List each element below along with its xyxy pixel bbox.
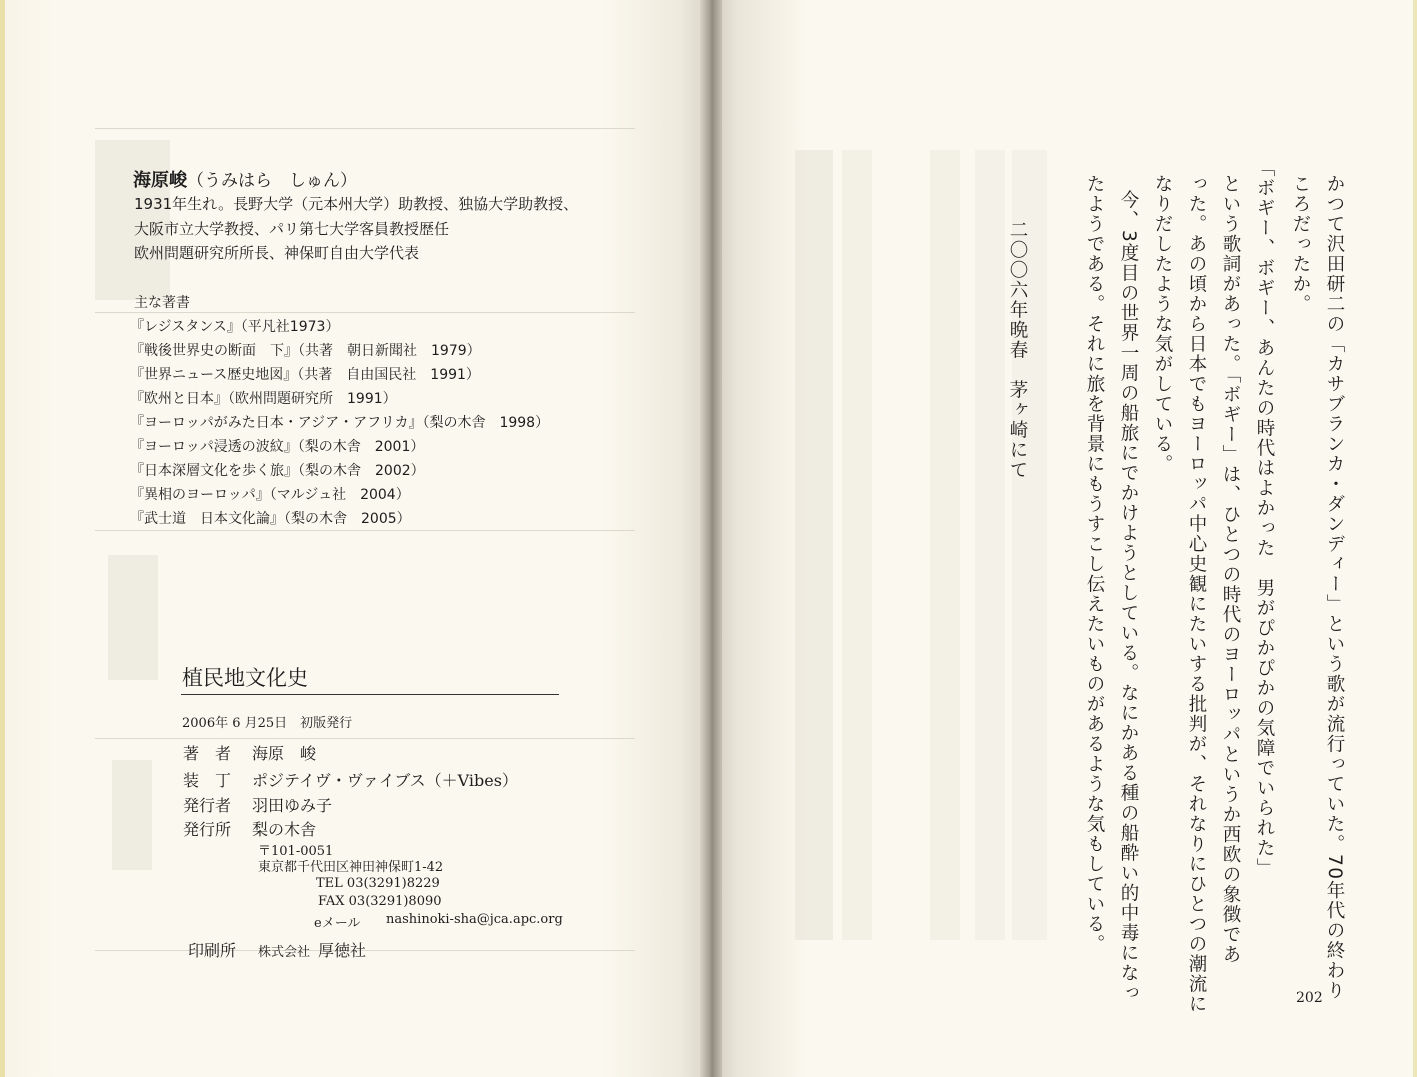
showthrough-rule — [95, 128, 635, 129]
author-bio-line: 欧州問題研究所所長、神保町自由大学代表 — [134, 244, 420, 262]
design-value: ポジテイヴ・ヴァイブス（＋Vibes） — [252, 771, 518, 790]
book-gutter — [700, 0, 722, 1077]
house-label: 発行所 — [183, 820, 232, 839]
work-item: 『世界ニュース歴史地図』（共著 自由国民社 1991） — [130, 367, 480, 383]
printer-prefix: 株式会社 — [258, 945, 311, 960]
address: 東京都千代田区神田神保町1-42 — [258, 860, 444, 875]
printer-label: 印刷所 — [188, 941, 237, 960]
work-item: 『戦後世界史の断面 下』（共著 朝日新聞社 1979） — [130, 343, 481, 359]
house-value: 梨の木舎 — [252, 820, 317, 839]
essay-column: 今、3度目の世界一周の船旅にでかけようとしている。なにかある種の船酔い的中毒になっ — [1118, 190, 1139, 1004]
email-label: eメール — [314, 916, 361, 931]
author-reading: （うみはら しゅん） — [187, 171, 357, 191]
work-item: 『欧州と日本』（欧州問題研究所 1991） — [130, 391, 397, 407]
right-page-edge — [1413, 0, 1417, 1077]
essay-column: かつて沢田研二の「カサブランカ・ダンディー」という歌が流行っていた。70年代の終わり — [1324, 174, 1345, 1001]
showthrough-column — [842, 150, 872, 940]
work-item: 『日本深層文化を歩く旅』（梨の木舎 2002） — [130, 463, 425, 479]
author-name: 海原峻 — [133, 170, 187, 191]
essay-column: ころだったか。 — [1290, 174, 1311, 314]
author-heading — [133, 166, 357, 192]
work-item: 『レジスタンス』（平凡社1973） — [130, 319, 340, 335]
showthrough-block — [112, 760, 152, 870]
email-address: nashinoki-sha@jca.apc.org — [386, 912, 563, 927]
essay-signoff: 二〇〇六年晩春 茅ヶ崎にて — [1007, 220, 1028, 480]
left-page-edge — [0, 0, 5, 1077]
showthrough-rule — [95, 738, 635, 739]
showthrough-column — [795, 150, 833, 940]
author-bio-line: 大阪市立大学教授、パリ第七大学客員教授歴任 — [134, 220, 450, 238]
essay-column: なりだしたような気がしている。 — [1152, 174, 1173, 474]
author-bio-line: 1931年生れ。長野大学（元本州大学）助教授、独協大学助教授、 — [134, 195, 579, 213]
essay-column: という歌詞があった。「ボギー」は、ひとつの時代のヨーロッパというか西欧の象徴であ — [1220, 174, 1241, 965]
work-item: 『武士道 日本文化論』（梨の木舎 2005） — [130, 511, 411, 527]
work-item: 『異相のヨーロッパ』（マルジュ社 2004） — [130, 487, 410, 503]
publisher-label: 発行者 — [183, 796, 232, 815]
colophon-rule — [181, 694, 559, 695]
showthrough-rule — [95, 312, 635, 313]
telephone: TEL 03(3291)8229 — [316, 876, 440, 891]
book-title: 植民地文化史 — [182, 666, 308, 690]
essay-column: たようである。それに旅を背景にもうすこし伝えたいものがあるような気もしている。 — [1084, 174, 1105, 954]
postal-code: 〒101-0051 — [258, 844, 334, 859]
printer-name: 厚徳社 — [318, 941, 367, 960]
work-item: 『ヨーロッパ浸透の波紋』（梨の木舎 2001） — [130, 439, 425, 455]
author-label: 著 者 — [183, 744, 232, 763]
design-label: 装 丁 — [183, 771, 232, 790]
publisher-value: 羽田ゆみ子 — [252, 796, 333, 815]
works-heading: 主な著書 — [134, 295, 190, 311]
showthrough-column — [930, 150, 960, 940]
author-value: 海原 峻 — [252, 744, 317, 763]
showthrough-block — [108, 555, 158, 680]
essay-column: 「ボギー、ボギー、あんたの時代はよかった 男がぴかぴかの気障でいられた」 — [1254, 158, 1275, 878]
essay-column: った。あの頃から日本でもヨーロッパ中心史観にたいする批判が、それなりにひとつの潮流に — [1186, 174, 1207, 1014]
fax: FAX 03(3291)8090 — [318, 894, 442, 909]
showthrough-rule — [95, 530, 635, 531]
publication-date: 2006年 6 月25日 初版発行 — [182, 716, 353, 731]
work-item: 『ヨーロッパがみた日本・アジア・アフリカ』（梨の木舎 1998） — [130, 415, 550, 431]
page-number: 202 — [1296, 990, 1323, 1006]
